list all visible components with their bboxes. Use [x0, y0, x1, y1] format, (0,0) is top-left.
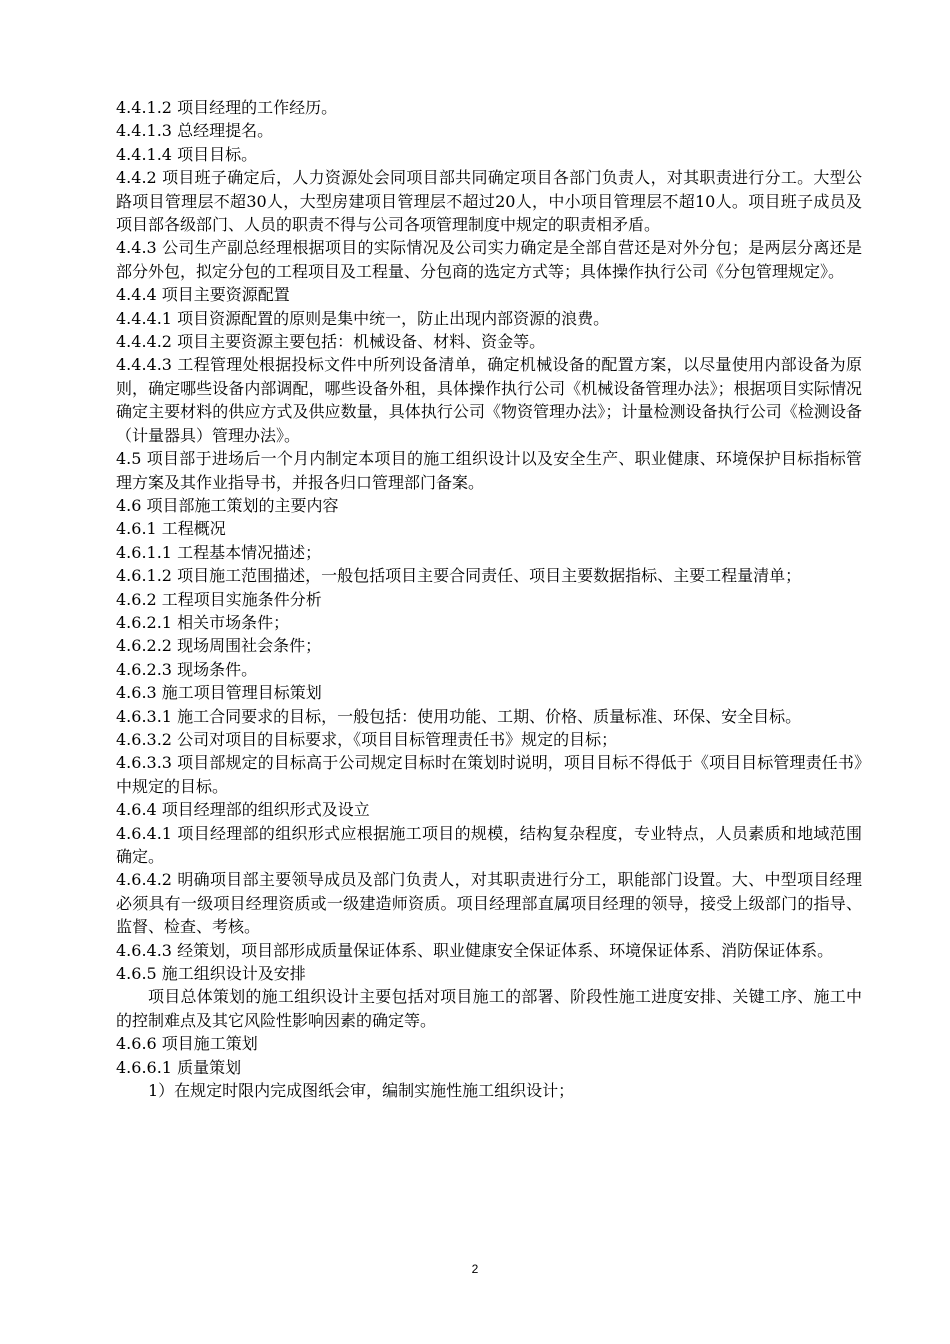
paragraph: 4.4.1.4 项目目标。 [116, 144, 258, 164]
list-item: 1）在规定时限内完成图纸会审，编制实施性施工组织设计； [148, 1081, 575, 1101]
section-heading: 4.4.4 项目主要资源配置 [116, 285, 290, 305]
document-body [116, 96, 862, 1102]
paragraph: 4.6.4.2 明确项目部主要领导成员及部门负责人，对其职责进行分工，职能部门设置。大、中型项目经理必须具有一级项目经理资质或一级建造师资质。项目经理部直属项目经理的领导，接受上级部门的指导、监督、检查、考核。 [116, 870, 862, 937]
paragraph: 4.6.3.3 项目部规定的目标高于公司规定目标时在策划时说明，项目目标不得低于《项目目标管理责任书》中规定的目标。 [116, 753, 862, 796]
section-heading: 4.6.6 项目施工策划 [116, 1034, 258, 1054]
paragraph: 4.4.1.3 总经理提名。 [116, 121, 274, 141]
paragraph: 4.4.2 项目班子确定后，人力资源处会同项目部共同确定项目各部门负责人，对其职责进行分工。大型公路项目管理层不超30人，大型房建项目管理层不超过20人，中小项目管理层不超10人。项目班子成员及项目部各级部门、人员的职责不得与公司各项管理制度中规定的职责相矛盾。 [116, 168, 862, 235]
paragraph: 4.6.2.1 相关市场条件； [116, 612, 290, 632]
section-heading: 4.6.1 工程概况 [116, 519, 226, 539]
paragraph: 4.5 项目部于进场后一个月内制定本项目的施工组织设计以及安全生产、职业健康、环境保护目标指标管理方案及其作业指导书，并报各归口管理部门备案。 [116, 449, 862, 492]
paragraph: 4.6.3.1 施工合同要求的目标，一般包括：使用功能、工期、价格、质量标准、环保、安全目标。 [116, 706, 802, 726]
paragraph: 项目总体策划的施工组织设计主要包括对项目施工的部署、阶段性施工进度安排、关键工序、施工中的控制难点及其它风险性影响因素的确定等。 [116, 987, 862, 1030]
section-heading: 4.6.2 工程项目实施条件分析 [116, 589, 322, 609]
paragraph: 4.6.1.2 项目施工范围描述，一般包括项目主要合同责任、项目主要数据指标、主要工程量清单； [116, 566, 802, 586]
paragraph: 4.6.1.1 工程基本情况描述； [116, 542, 322, 562]
section-heading: 4.6.6.1 质量策划 [116, 1057, 242, 1077]
section-heading: 4.6.4 项目经理部的组织形式及设立 [116, 800, 370, 820]
paragraph: 4.4.4.2 项目主要资源主要包括：机械设备、材料、资金等。 [116, 332, 546, 352]
paragraph: 4.4.1.2 项目经理的工作经历。 [116, 98, 338, 117]
section-heading: 4.6.5 施工组织设计及安排 [116, 964, 306, 984]
paragraph: 4.6.3.2 公司对项目的目标要求，《项目目标管理责任书》规定的目标； [116, 729, 618, 749]
paragraph: 4.4.4.1 项目资源配置的原则是集中统一，防止出现内部资源的浪费。 [116, 308, 610, 328]
paragraph: 4.6.4.1 项目经理部的组织形式应根据施工项目的规模，结构复杂程度，专业特点，人员素质和地域范围确定。 [116, 823, 862, 866]
section-heading: 4.6.3 施工项目管理目标策划 [116, 683, 322, 703]
page-number: 2 [471, 1262, 479, 1276]
paragraph: 4.6.4.3 经策划，项目部形成质量保证体系、职业健康安全保证体系、环境保证体系、消防保证体系。 [116, 940, 834, 960]
paragraph: 4.4.3 公司生产副总经理根据项目的实际情况及公司实力确定是全部自营还是对外分包；是两层分离还是部分外包，拟定分包的工程项目及工程量、分包商的选定方式等；具体操作执行公司《分包管理规定》。 [116, 238, 862, 281]
section-heading: 4.6 项目部施工策划的主要内容 [116, 495, 339, 515]
paragraph: 4.6.2.3 现场条件。 [116, 659, 258, 679]
paragraph: 4.4.4.3 工程管理处根据投标文件中所列设备清单，确定机械设备的配置方案，以尽量使用内部设备为原则，确定哪些设备内部调配，哪些设备外租，具体操作执行公司《机械设备管理办法》；根据项目实际情况确定主要材料的供应方式及供应数量，具体执行公司《物资管理办法》；计量检测设备执行公司《检测设备（计量器具）管理办法》。 [116, 355, 862, 445]
paragraph: 4.6.2.2 现场周围社会条件； [116, 636, 322, 656]
